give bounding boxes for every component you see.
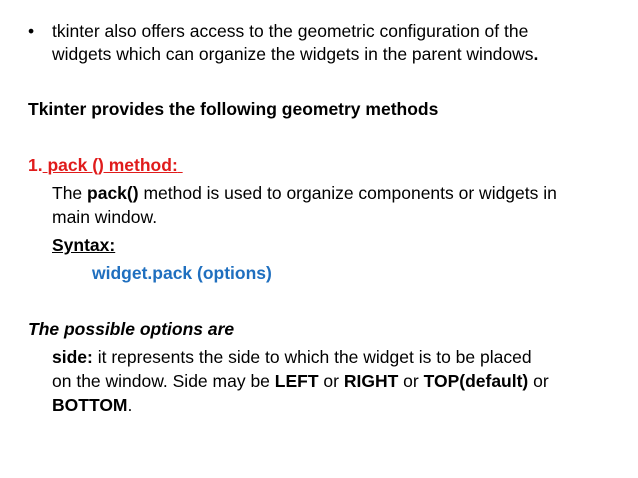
side-line-1-text: it represents the side to which the widget is to be placed — [92, 347, 532, 367]
pack-method-heading — [28, 154, 183, 177]
intro-line-1: tkinter also offers access to the geometric configuration of the — [52, 21, 529, 41]
side-option-line-3 — [52, 394, 132, 417]
side-right: RIGHT — [343, 371, 399, 391]
pack-description-line-2: main window. — [52, 207, 158, 227]
side-bottom: BOTTOM — [52, 395, 128, 415]
side-option-line-1 — [52, 346, 532, 369]
side-option-line-2 — [52, 370, 549, 393]
side-line-2-pre: on the window. Side may be — [52, 371, 275, 391]
options-heading: The possible options are — [28, 319, 235, 339]
pack-description-line-1 — [52, 182, 557, 205]
side-top: TOP(default) — [423, 371, 529, 391]
side-left: LEFT — [274, 371, 319, 391]
side-or-1: or — [318, 371, 344, 391]
intro-line-2 — [52, 43, 538, 66]
geometry-methods-heading: Tkinter provides the following geometry methods — [28, 99, 439, 119]
pack-number: 1. — [28, 155, 43, 175]
pack-desc-bold: pack() — [87, 183, 139, 203]
intro-bullet-text — [52, 20, 538, 66]
side-label: side: — [52, 347, 93, 367]
pack-title: pack () method: — [47, 155, 178, 175]
pack-desc-pre: The — [52, 183, 88, 203]
pack-desc-post: method is used to organize components or widgets in — [138, 183, 557, 203]
syntax-code: widget.pack (options) — [92, 263, 272, 283]
side-line-3-end: . — [127, 395, 133, 415]
bullet-dot-icon: • — [28, 21, 35, 41]
syntax-label: Syntax: — [52, 235, 116, 255]
intro-line-2-end: . — [533, 44, 539, 64]
side-or-3: or — [528, 371, 549, 391]
side-or-2: or — [398, 371, 424, 391]
intro-line-2-text: widgets which can organize the widgets in the parent windows — [52, 44, 534, 64]
